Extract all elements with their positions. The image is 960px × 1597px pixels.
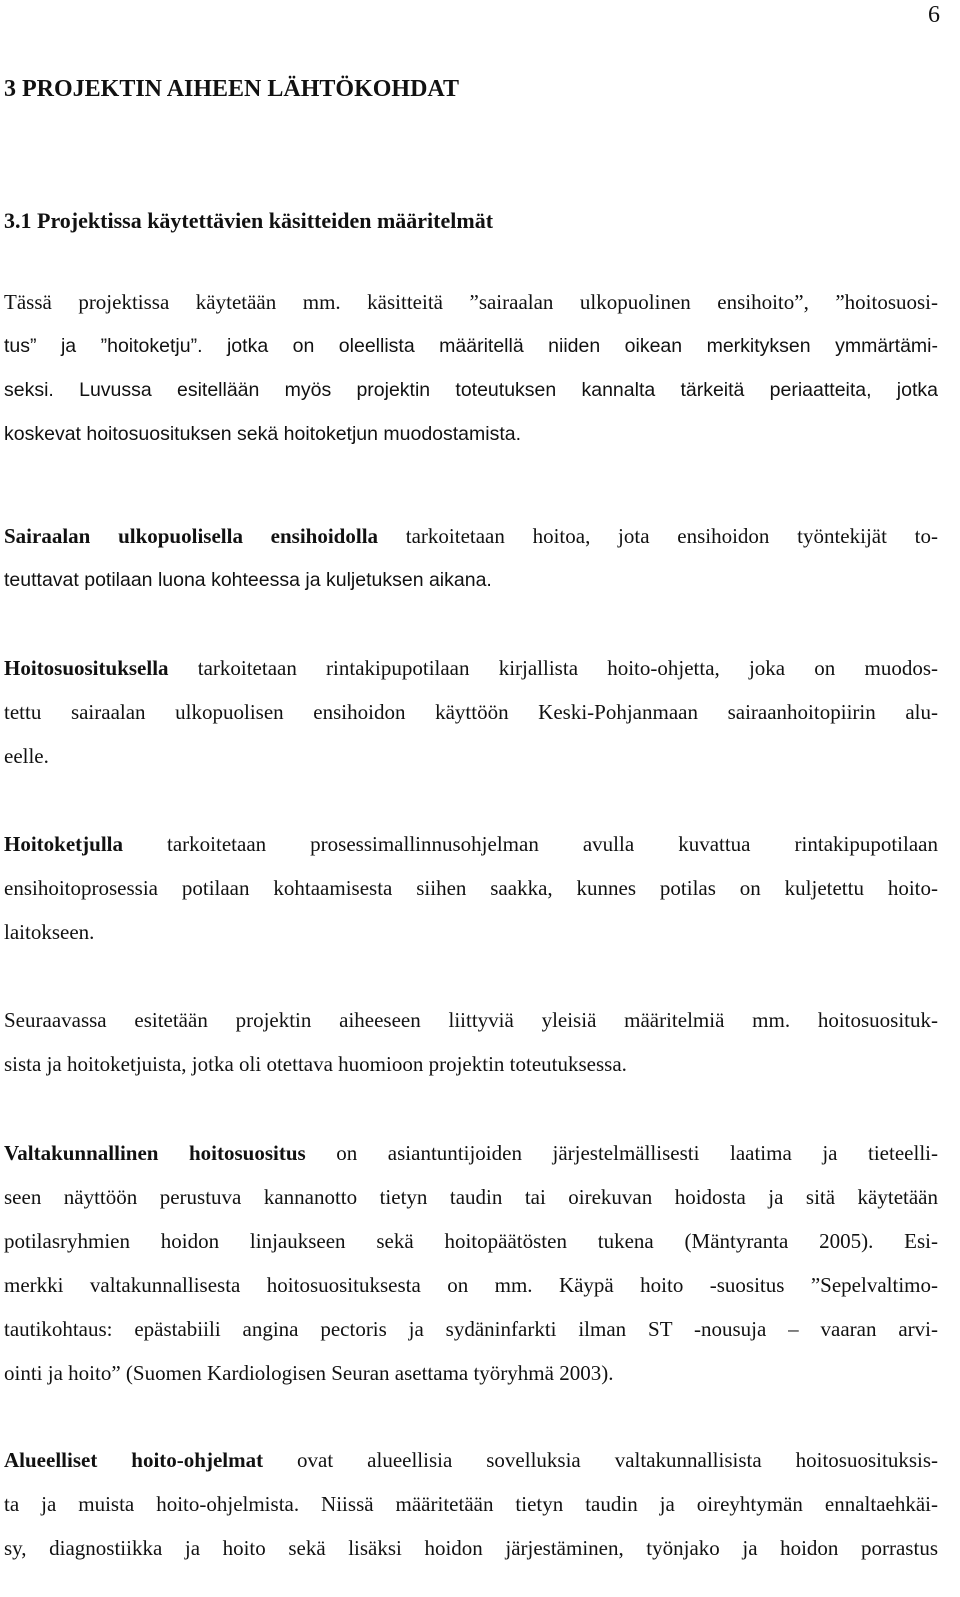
text-line: Sairaalan ulkopuolisella ensihoidolla tarkoitetaan hoitoa, jota ensihoidon työntekijät to-: [4, 524, 938, 548]
text-line: seen näyttöön perustuva kannanotto tietyn taudin tai oirekuvan hoidosta ja sitä käytetään: [4, 1185, 938, 1209]
term: Hoitosuosituksella: [4, 656, 169, 680]
definition-alueelliset: [4, 1438, 938, 1570]
text-line: koskevat hoitosuosituksen sekä hoitoketjun muodostamista.: [4, 423, 522, 445]
intro-paragraph: [4, 280, 938, 456]
term: Valtakunnallinen hoitosuositus: [4, 1141, 306, 1165]
page-number: 6: [928, 2, 940, 28]
text-line: tautikohtaus: epästabiili angina pectoris ja sydäninfarkti ilman ST -nousuja – vaaran arvi-: [4, 1317, 938, 1341]
text-line: Seuraavassa esitetään projektin aiheeseen liittyviä yleisiä määritelmiä mm. hoitosuosituk-: [4, 1008, 938, 1032]
text-line: Alueelliset hoito-ohjelmat ovat alueellisia sovelluksia valtakunnallisista hoitosuosituksis-: [4, 1448, 938, 1472]
text-line: eelle.: [4, 744, 49, 768]
text-line: laitokseen.: [4, 920, 95, 944]
term: Alueelliset hoito-ohjelmat: [4, 1448, 264, 1472]
term: Hoitoketjulla: [4, 832, 123, 856]
definition-ensihoito: [4, 514, 938, 602]
text-line: tettu sairaalan ulkopuolisen ensihoidon käyttöön Keski-Pohjanmaan sairaanhoitopiirin alu-: [4, 700, 938, 724]
section-heading: 3.1 Projektissa käytettävien käsitteiden määritelmät: [4, 208, 494, 233]
definition-hoitosuositus: [4, 646, 938, 778]
text-line: ensihoitoprosessia potilaan kohtaamisesta siihen saakka, kunnes potilas on kuljetettu hoito-: [4, 876, 938, 900]
text-line: merkki valtakunnallisesta hoitosuosituksesta on mm. Käypä hoito -suositus ”Sepelvaltimo-: [4, 1273, 938, 1297]
text-line: ta ja muista hoito-ohjelmista. Niissä määritetään tietyn taudin ja oireyhtymän ennaltaehkäi-: [4, 1492, 938, 1516]
definition-valtakunnallinen: [4, 1131, 938, 1395]
text-line: Hoitosuosituksella tarkoitetaan rintakipupotilaan kirjallista hoito-ohjetta, joka on muodos-: [4, 656, 938, 680]
text-line: seksi. Luvussa esitellään myös projektin toteutuksen kannalta tärkeitä periaatteita, jotka: [4, 379, 938, 401]
chapter-heading: 3 PROJEKTIN AIHEEN LÄHTÖKOHDAT: [4, 76, 459, 102]
text-line: Valtakunnallinen hoitosuositus on asiantuntijoiden järjestelmällisesti laatima ja tieteelli-: [4, 1141, 938, 1165]
text-line: teuttavat potilaan luona kohteessa ja kuljetuksen aikana.: [4, 569, 492, 591]
text-line: sista ja hoitoketjuista, jotka oli otettava huomioon projektin toteutuksessa.: [4, 1052, 627, 1076]
text-line: Hoitoketjulla tarkoitetaan prosessimallinnusohjelman avulla kuvattua rintakipupotilaan: [4, 832, 938, 856]
text-line: ointi ja hoito” (Suomen Kardiologisen Seuran asettama työryhmä 2003).: [4, 1361, 614, 1385]
term: Sairaalan ulkopuolisella ensihoidolla: [4, 524, 379, 548]
definition-hoitoketju: [4, 822, 938, 954]
text-line: potilasryhmien hoidon linjaukseen sekä hoitopäätösten tukena (Mäntyranta 2005). Esi-: [4, 1229, 938, 1253]
text-line: tus” ja ”hoitoketju”. jotka on oleellista määritellä niiden oikean merkityksen ymmärtämi-: [4, 335, 938, 357]
transition-paragraph: [4, 998, 938, 1086]
text-line: sy, diagnostiikka ja hoito sekä lisäksi hoidon järjestäminen, työnjako ja hoidon porrastus: [4, 1536, 938, 1560]
text-line: Tässä projektissa käytetään mm. käsitteitä ”sairaalan ulkopuolinen ensihoito”, ”hoitosuosi-: [4, 290, 938, 314]
